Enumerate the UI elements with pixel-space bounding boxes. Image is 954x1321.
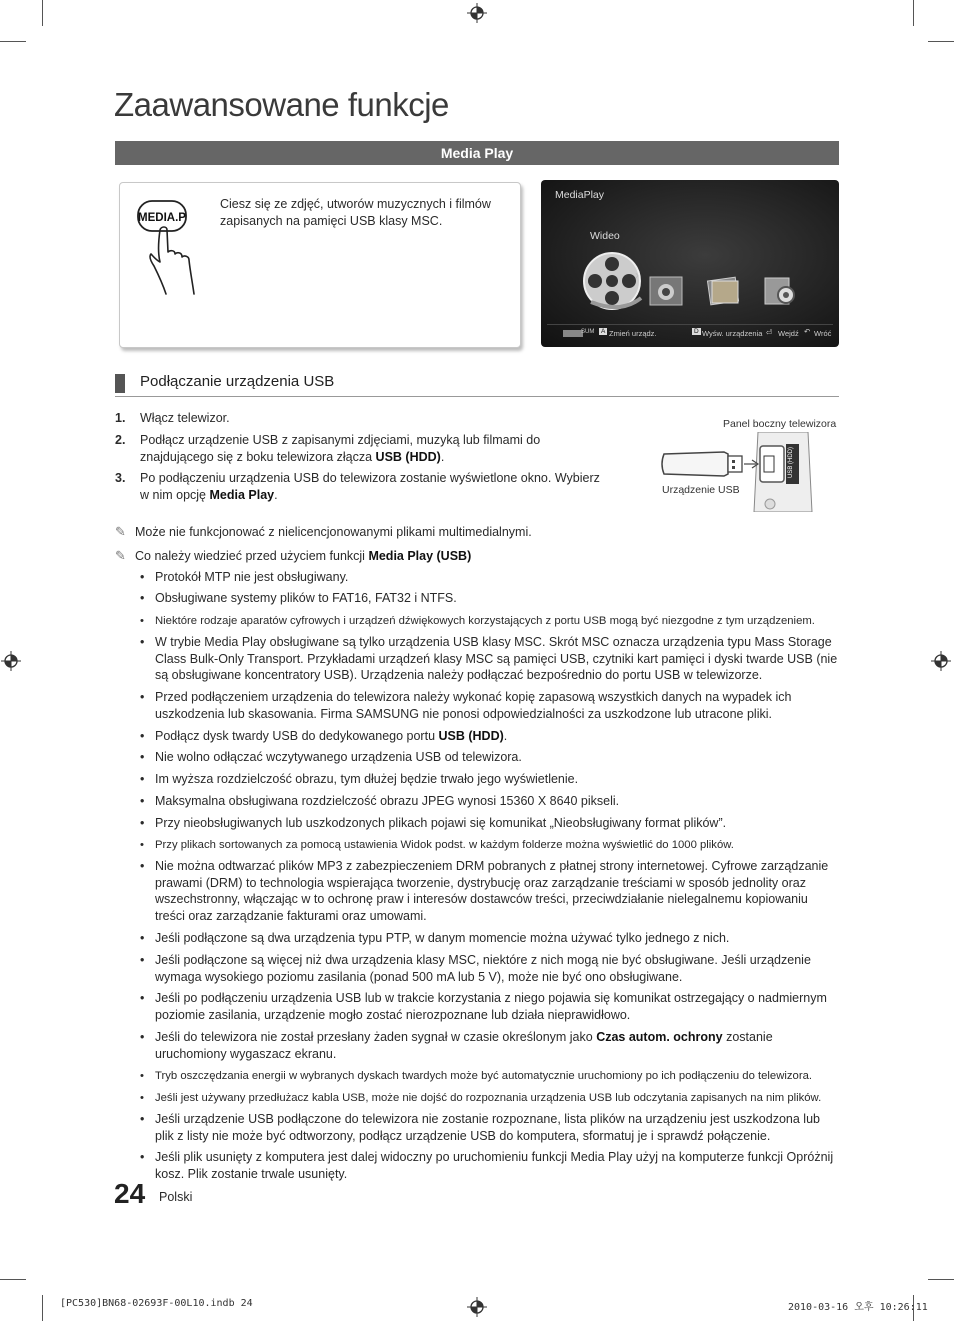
registration-mark-icon bbox=[1, 651, 21, 671]
button-d-badge[interactable]: D bbox=[694, 328, 699, 335]
bullet-item: • Jeśli po podłączeniu urządzenia USB lub w trakcie korzystania z niego pojawia się komunikat ostrzegający o nadmiernym poziomie zasilania, urządzenie mogło zostać nierozpoznane lub działa nieprawidłowo. bbox=[140, 991, 827, 1022]
bullet-item: • Protokół MTP nie jest obsługiwany. bbox=[140, 570, 349, 584]
enter-icon: ⏎ bbox=[766, 328, 773, 337]
bullet-item: • W trybie Media Play obsługiwane są tylko urządzenia USB klasy MSC. Skrót MSC oznacza urządzenia typu Mass Storage Class Bulk-Only Transport. Przykładami urządzeń klasy MSC są pamięci USB, czytniki kart pamięci i dyski twarde USB (nie są obsługiwane koncentratory USB). Urządzenia należy podłączać bezpośrednio do portu USB w telewizorze. bbox=[140, 635, 838, 682]
sum-label: SUM bbox=[581, 329, 595, 335]
screen-header: MediaPlay bbox=[555, 189, 605, 201]
bullet-item: • Jeśli do telewizora nie został przesłany żaden sygnał w czasie określonym jako Czas autom. ochrony zostanie uruchomiony wygaszacz ekranu. bbox=[140, 1030, 773, 1061]
usb-section-heading: Podłączanie urządzenia USB bbox=[140, 373, 335, 390]
sum-badge bbox=[563, 330, 583, 337]
button-a-badge[interactable]: A bbox=[601, 328, 606, 335]
page-language: Polski bbox=[159, 1190, 193, 1204]
registration-mark-icon bbox=[467, 1297, 487, 1317]
page-title: Zaawansowane funkcje bbox=[114, 86, 449, 123]
usb-port-label: USB (HDD) bbox=[788, 447, 794, 478]
remote-hand-icon bbox=[134, 196, 200, 300]
bullet-item: • Jeśli podłączone są dwa urządzenia typu PTP, w danym momencie można używać tylko jednego z nich. bbox=[140, 931, 730, 945]
screen-bottom-bar bbox=[547, 324, 833, 343]
registration-mark-icon bbox=[467, 3, 487, 23]
bullet-item: • Jeśli jest używany przedłużacz kabla USB, może nie dojść do rozpoznania urządzenia USB lub odczytania zapisanych na nim plików. bbox=[140, 1092, 822, 1104]
chevron-right-icon: › bbox=[635, 268, 639, 282]
registration-mark-icon bbox=[931, 651, 951, 671]
bullet-item: • Przy nieobsługiwanych lub uszkodzonych plikach pojawi się komunikat „Nieobsługiwany format plików”. bbox=[140, 816, 727, 830]
bullet-item: • Im wyższa rozdzielczość obrazu, tym dłużej będzie trwało jego wyświetlenie. bbox=[140, 772, 579, 786]
change-device-label: Zmień urządz. bbox=[609, 329, 657, 338]
note-item: ✎ Może nie funkcjonować z nielicencjonowanymi plikami multimedialnymi. bbox=[115, 524, 532, 539]
screen-selected-item: Wideo bbox=[590, 230, 620, 242]
bullet-item: • Jeśli podłączone są więcej niż dwa urządzenia klasy MSC, niektóre z nich mogą nie być obsługiwane. Jeśli urządzenie wymaga wysokiego poziomu zasilania (ponad 500 mA lub 5 V), może nie być ono obsługiwane. bbox=[140, 953, 811, 984]
return-icon: ↶ bbox=[804, 327, 811, 336]
bullet-item: • Jeśli urządzenie USB podłączone do telewizora nie zostanie rozpoznane, lista plików na urządzeniu jest uszkodzona lub plik z listy nie może być odtworzony, podłącz urządzenie USB do komputera, sformatuj je i sprawdź połączenie. bbox=[140, 1112, 820, 1143]
section-title-bar: Media Play bbox=[115, 141, 839, 165]
show-devices-label: Wyśw. urządzenia bbox=[702, 329, 763, 338]
remote-button-label: MEDIA.P bbox=[138, 212, 186, 224]
tv-screen-mediaplay bbox=[541, 180, 839, 347]
intro-text: Ciesz się ze zdjęć, utworów muzycznych i filmów zapisanych na pamięci USB klasy MSC. bbox=[220, 197, 491, 228]
bullet-item: • Nie wolno odłączać wczytywanego urządzenia USB od telewizora. bbox=[140, 750, 522, 764]
usb-device-label: Urządzenie USB bbox=[662, 484, 740, 496]
step-item: 1. Włącz telewizor. bbox=[115, 411, 230, 425]
photo-camera-icon[interactable] bbox=[648, 275, 684, 307]
bullet-item: • Maksymalna obsługiwana rozdzielczość obrazu JPEG wynosi 15360 X 8640 pikseli. bbox=[140, 794, 620, 808]
note-item: ✎ Co należy wiedzieć przed użyciem funkcji Media Play (USB) bbox=[115, 548, 472, 563]
video-reel-icon[interactable] bbox=[581, 250, 643, 312]
subheading-marker bbox=[115, 374, 125, 393]
page-number: 24 bbox=[114, 1178, 146, 1209]
bullet-item: • Przy plikach sortowanych za pomocą ustawienia Widok podst. w każdym folderze można wyświetlić do 1000 plików. bbox=[140, 839, 734, 851]
bullet-item: • Jeśli plik usunięty z komputera jest dalej widoczny po uruchomieniu funkcji Media Play użyj na komputerze funkcji Opróżnij kosz. Plik zostanie trwale usunięty. bbox=[140, 1150, 834, 1181]
bullet-item: • Obsługiwane systemy plików to FAT16, FAT32 i NTFS. bbox=[140, 591, 457, 605]
footer-file: [PC530]BN68-02693F-00L10.indb 24 bbox=[60, 1298, 253, 1309]
pencil-note-icon: ✎ bbox=[115, 524, 126, 539]
pencil-note-icon: ✎ bbox=[115, 548, 126, 563]
bullet-item: • Nie można odtwarzać plików MP3 z zabezpieczeniem DRM pobranych z płatnej strony internetowej. Cyfrowe zarządzanie prawami (DRM) to technologia wspierająca tworzenie, dystrybucję oraz zarządzanie treściami w sposób jednolity oraz wszechstronny, włączając w to ochronę praw i interesów dostawców treści, przeciwdziałanie nielegalnemu kopiowaniu treści oraz zarządzanie fakturami oraz umowami. bbox=[140, 859, 829, 923]
footer-date: 2010-03-16 오후 10:26:11 bbox=[788, 1302, 928, 1313]
return-label: Wróć bbox=[814, 329, 832, 338]
bullet-item: • Przed podłączeniem urządzenia do telewizora należy wykonać kopię zapasową wszystkich danych na wypadek ich uszkodzenia lub skasowania. Firma SAMSUNG nie ponosi odpowiedzialności za uszkodzone lub utracone pliki. bbox=[140, 690, 792, 721]
usb-connection-diagram bbox=[658, 432, 814, 512]
step-item: 3. Po podłączeniu urządzenia USB do telewizora zostanie wyświetlone okno. Wybierz w nim opcję Media Play. bbox=[115, 471, 600, 502]
tv-side-panel-label: Panel boczny telewizora bbox=[723, 418, 837, 430]
subheading-rule bbox=[115, 396, 839, 397]
bullet-item: • Podłącz dysk twardy USB do dedykowanego portu USB (HDD). bbox=[140, 729, 508, 743]
bullet-item: • Niektóre rodzaje aparatów cyfrowych i urządzeń dźwiękowych korzystających z portu USB mogą być niezgodne z tym urządzeniem. bbox=[140, 615, 815, 627]
enter-label: Wejdź bbox=[778, 329, 799, 338]
settings-gear-icon[interactable] bbox=[763, 275, 797, 307]
photos-icon[interactable] bbox=[706, 275, 742, 307]
step-item: 2. Podłącz urządzenie USB z zapisanymi zdjęciami, muzyką lub filmami do znajdującego się z boku telewizora złącza USB (HDD). bbox=[115, 433, 541, 464]
bullet-item: • Tryb oszczędzania energii w wybranych dyskach twardych może być automatycznie uruchomiony po ich podłączeniu do telewizora. bbox=[140, 1070, 813, 1082]
